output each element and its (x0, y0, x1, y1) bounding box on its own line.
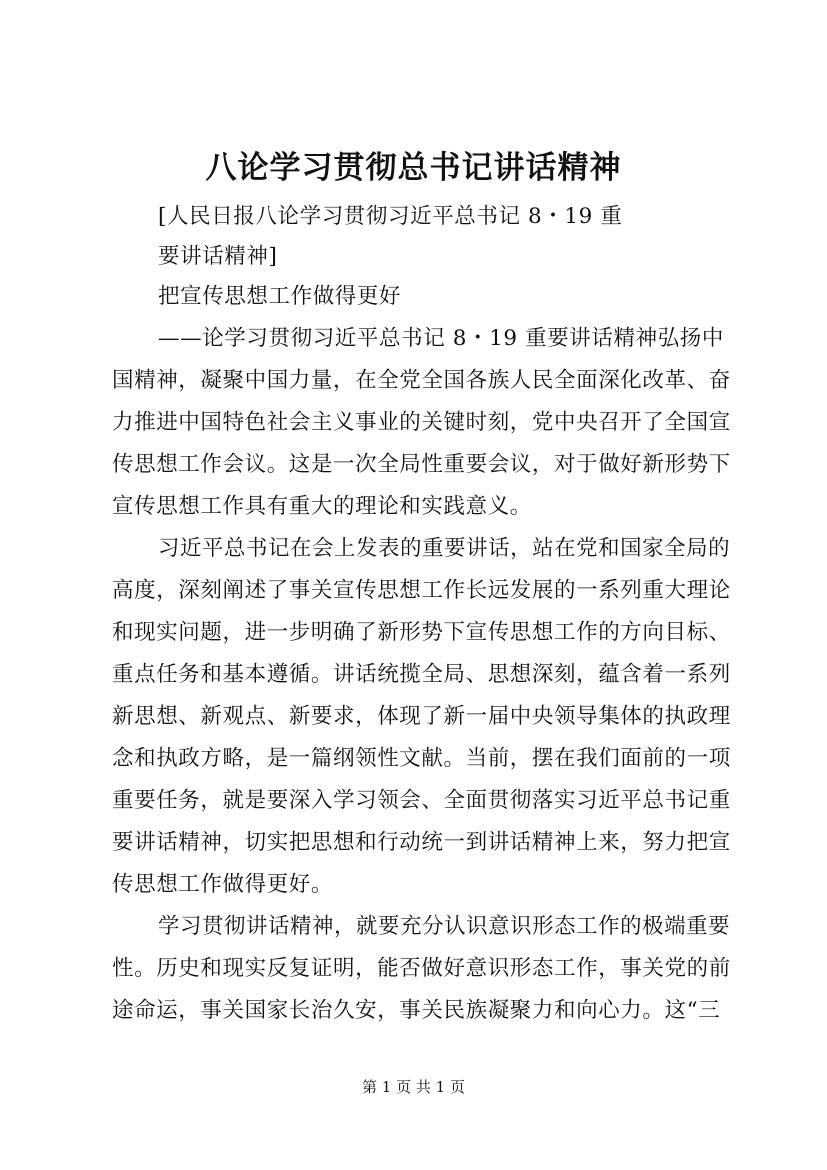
paragraph-line: 高度，深刻阐述了事关宣传思想工作长远发展的一系列重大理论 (112, 578, 731, 603)
document-title: 八论学习贯彻总书记讲话精神 (205, 150, 622, 186)
source-line-1: [人民日报八论学习贯彻习近平总书记 8・19 重 (158, 204, 623, 229)
paragraph-line: 宣传思想工作具有重大的理论和实践意义。 (112, 494, 532, 519)
paragraph-line: 新思想、新观点、新要求，体现了新一届中央领导集体的执政理 (112, 704, 731, 729)
source-line-2: 要讲话精神] (158, 244, 278, 269)
paragraph-line: 传思想工作做得更好。 (112, 872, 334, 897)
paragraph-line: 重要任务，就是要深入学习领会、全面贯彻落实习近平总书记重 (112, 788, 731, 813)
paragraph-line: 国精神，凝聚中国力量，在全党全国各族人民全面深化改革、奋 (112, 368, 731, 393)
paragraph-line: 要讲话精神，切实把思想和行动统一到讲话精神上来，努力把宣 (112, 830, 731, 855)
paragraph-line: 习近平总书记在会上发表的重要讲话，站在党和国家全局的 (158, 536, 731, 561)
paragraph-line: 念和执政方略，是一篇纲领性文献。当前，摆在我们面前的一项 (112, 746, 731, 771)
paragraph-line: ——论学习贯彻习近平总书记 8・19 重要讲话精神弘扬中 (158, 326, 725, 351)
paragraph-line: 传思想工作会议。这是一次全局性重要会议，对于做好新形势下 (112, 452, 731, 477)
page-footer: 第 1 页 共 1 页 (362, 1078, 465, 1096)
paragraph-line: 重点任务和基本遵循。讲话统揽全局、思想深刻，蕴含着一系列 (112, 662, 731, 687)
paragraph-line: 性。历史和现实反复证明，能否做好意识形态工作，事关党的前 (112, 956, 731, 981)
paragraph-line: 学习贯彻讲话精神，就要充分认识意识形态工作的极端重要 (158, 914, 731, 939)
paragraph-line: 力推进中国特色社会主义事业的关键时刻，党中央召开了全国宣 (112, 410, 731, 435)
document-subtitle: 把宣传思想工作做得更好 (158, 284, 402, 309)
paragraph-line: 途命运，事关国家长治久安，事关民族凝聚力和向心力。这“三 (112, 998, 721, 1023)
paragraph-line: 和现实问题，进一步明确了新形势下宣传思想工作的方向目标、 (112, 620, 731, 645)
